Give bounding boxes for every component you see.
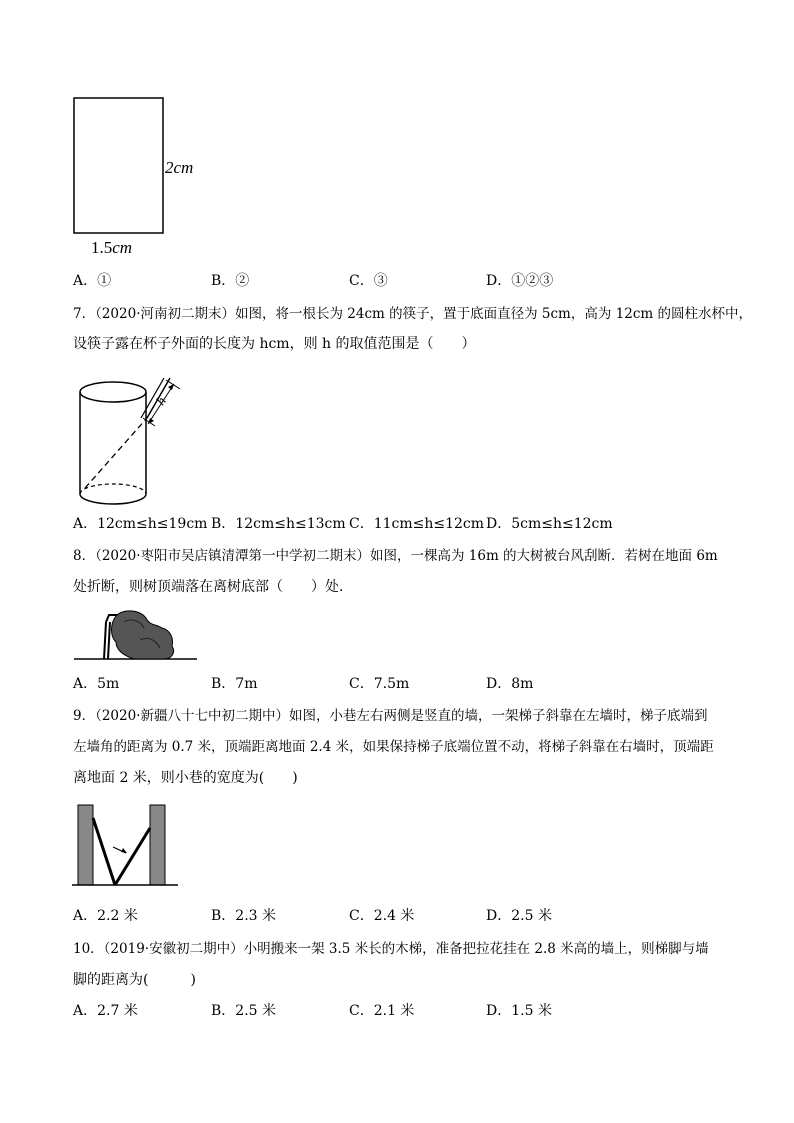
q6-option-c: C．③	[349, 273, 388, 289]
q8-option-a: A．5m	[73, 676, 120, 692]
q6-option-d: D．①②③	[486, 273, 554, 289]
q10-option-d: D．1.5 米	[486, 1003, 552, 1019]
q8-stem-line-1: 8．（2020·枣阳市吴店镇清潭第一中学初二期末）如图，一棵高为 16m 的大树被台风刮断．若树在地面 6m	[73, 548, 718, 564]
q9-option-d: D．2.5 米	[486, 908, 552, 924]
q6-option-a: A．①	[73, 273, 112, 289]
q10-stem-line-2: 脚的距离为( )	[73, 972, 196, 988]
q10-option-a: A．2.7 米	[73, 1003, 138, 1019]
width-label-unit: cm	[112, 238, 133, 257]
q9-option-a: A．2.2 米	[73, 908, 138, 924]
q8-option-d: D．8m	[486, 676, 534, 692]
q9-stem-line-3: 离地面 2 米，则小巷的宽度为( )	[73, 770, 298, 786]
h-label: h	[152, 393, 169, 408]
q9-option-b: B．2.3 米	[211, 908, 277, 924]
q9-option-c: C．2.4 米	[349, 908, 415, 924]
q7-option-a: A．12cm≤h≤19cm	[73, 516, 208, 532]
q7-option-c: C．11cm≤h≤12cm	[349, 516, 485, 532]
q9-stem-line-2: 左墙角的距离为 0.7 米，顶端距离地面 2.4 米，如果保持梯子底端位置不动，将梯子斜靠在右墙时，顶端距	[73, 739, 714, 755]
q7-option-b: B．12cm≤h≤13cm	[211, 516, 346, 532]
q10-stem-line-1: 10．（2019·安徽初二期中）小明搬来一架 3.5 米长的木梯，准备把拉花挂在 2.8 米高的墙上，则梯脚与墙	[73, 941, 709, 957]
q8-option-c: C．7.5m	[349, 676, 410, 692]
q7-stem-line-2: 设筷子露在杯子外面的长度为 hcm，则 h 的取值范围是（ ）	[73, 336, 476, 352]
q7-stem-line-1: 7．（2020·河南初二期末）如图，将一根长为 24cm 的筷子，置于底面直径为 5cm，高为 12cm 的圆柱水杯中，	[73, 306, 752, 322]
height-label: 2cm	[165, 158, 194, 177]
q9-stem-line-1: 9．（2020·新疆八十七中初二期中）如图，小巷左右两侧是竖直的墙，一架梯子斜靠在左墙时，梯子底端到	[73, 708, 708, 724]
q8-option-b: B．7m	[211, 676, 258, 692]
q10-option-b: B．2.5 米	[211, 1003, 277, 1019]
q8-stem-line-2: 处折断，则树顶端落在离树底部（ ）处．	[73, 579, 353, 595]
width-label-number: 1.5	[91, 238, 113, 257]
q6-option-b: B．②	[211, 273, 250, 289]
q10-option-c: C．2.1 米	[349, 1003, 415, 1019]
q7-option-d: D．5cm≤h≤12cm	[486, 516, 613, 532]
